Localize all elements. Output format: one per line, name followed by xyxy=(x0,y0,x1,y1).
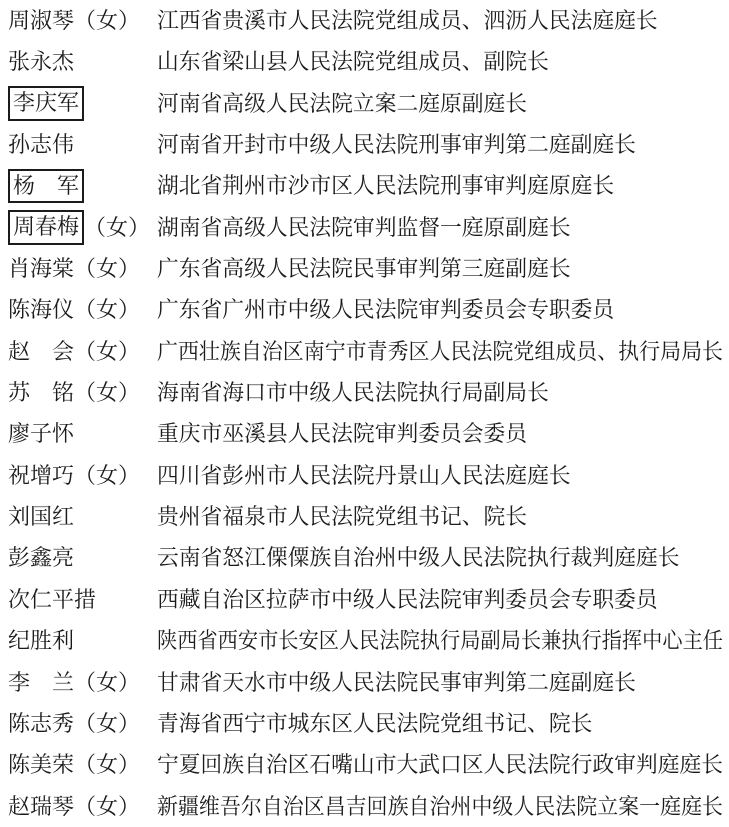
name-cell xyxy=(8,752,157,777)
list-item xyxy=(8,83,729,124)
person-position: 青海省西宁市城东区人民法院党组书记、院长 xyxy=(157,710,593,736)
name-cell xyxy=(8,169,157,203)
list-item xyxy=(8,537,729,578)
name-cell xyxy=(8,210,157,244)
person-position: 江西省贵溪市人民法院党组成员、泗沥人民法庭庭长 xyxy=(157,8,658,34)
person-position: 四川省彭州市人民法院丹景山人民法庭庭长 xyxy=(157,462,571,488)
name-cell xyxy=(8,711,157,736)
list-item xyxy=(8,124,729,165)
person-position: 山东省梁山县人民法院党组成员、副院长 xyxy=(157,49,549,75)
person-name: 张永杰 xyxy=(8,49,75,75)
name-cell xyxy=(8,587,157,612)
list-item xyxy=(8,41,729,82)
person-position: 贵州省福泉市人民法院党组书记、院长 xyxy=(157,504,528,530)
person-name: 赵瑞琴 xyxy=(8,793,75,819)
person-position: 甘肃省天水市中级人民法院民事审判第二庭副庭长 xyxy=(157,669,636,695)
name-cell xyxy=(8,256,157,281)
name-cell xyxy=(8,8,157,33)
female-label: （女） xyxy=(74,752,141,778)
person-position: 广东省广州市中级人民法院审判委员会专职委员 xyxy=(157,297,615,323)
list-item xyxy=(8,372,729,413)
female-label: （女） xyxy=(74,8,141,34)
person-name: 陈志秀 xyxy=(8,710,75,736)
person-position: 湖南省高级人民法院审判监督一庭原副庭长 xyxy=(157,214,571,240)
person-name: 杨 军 xyxy=(8,169,84,203)
list-item xyxy=(8,744,729,785)
list-item xyxy=(8,207,729,248)
list-item xyxy=(8,455,729,496)
name-cell xyxy=(8,132,157,157)
person-position: 云南省怒江傈僳族自治州中级人民法院执行裁判庭庭长 xyxy=(157,545,680,571)
person-position: 西藏自治区拉萨市中级人民法院审判委员会专职委员 xyxy=(157,586,658,612)
list-item xyxy=(8,496,729,537)
name-cell xyxy=(8,670,157,695)
list-item xyxy=(8,331,729,372)
list-item xyxy=(8,413,729,454)
person-name: 陈海仪 xyxy=(8,297,75,323)
person-position: 湖北省荆州市沙市区人民法院刑事审判庭原庭长 xyxy=(157,173,615,199)
female-label: （女） xyxy=(74,256,141,282)
person-name: 周春梅 xyxy=(8,210,84,244)
person-position: 海南省海口市中级人民法院执行局副局长 xyxy=(157,380,549,406)
person-name: 李 兰 xyxy=(8,669,75,695)
name-cell xyxy=(8,794,157,819)
name-cell xyxy=(8,86,157,120)
female-label: （女） xyxy=(74,297,141,323)
person-position: 广西壮族自治区南宁市青秀区人民法院党组成员、执行局局长 xyxy=(157,338,724,364)
person-name: 苏 铭 xyxy=(8,380,75,406)
list-item xyxy=(8,579,729,620)
person-position: 宁夏回族自治区石嘴山市大武口区人民法院行政审判庭庭长 xyxy=(157,752,724,778)
name-cell xyxy=(8,297,157,322)
female-label: （女） xyxy=(84,214,151,240)
person-position: 广东省高级人民法院民事审判第三庭副庭长 xyxy=(157,256,571,282)
person-position: 重庆市巫溪县人民法院审判委员会委员 xyxy=(157,421,528,447)
list-item xyxy=(8,620,729,661)
person-name: 赵 会 xyxy=(8,338,75,364)
person-name: 刘国红 xyxy=(8,504,75,530)
list-item xyxy=(8,0,729,41)
list-item xyxy=(8,289,729,330)
person-name: 纪胜利 xyxy=(8,628,75,654)
name-cell xyxy=(8,463,157,488)
person-name: 祝增巧 xyxy=(8,462,75,488)
female-label: （女） xyxy=(74,669,141,695)
name-cell xyxy=(8,49,157,74)
list-item xyxy=(8,662,729,703)
list-item xyxy=(8,703,729,744)
person-position: 河南省开封市中级人民法院刑事审判第二庭副庭长 xyxy=(157,132,636,158)
female-label: （女） xyxy=(74,462,141,488)
name-cell xyxy=(8,421,157,446)
person-name: 李庆军 xyxy=(8,86,84,120)
list-item xyxy=(8,786,729,827)
female-label: （女） xyxy=(74,380,141,406)
list-item xyxy=(8,248,729,289)
name-cell xyxy=(8,628,157,653)
name-cell xyxy=(8,545,157,570)
female-label: （女） xyxy=(74,710,141,736)
person-name: 彭鑫亮 xyxy=(8,545,75,571)
name-cell xyxy=(8,339,157,364)
name-cell xyxy=(8,504,157,529)
list-item xyxy=(8,165,729,206)
person-name: 廖子怀 xyxy=(8,421,75,447)
female-label: （女） xyxy=(74,338,141,364)
person-name: 周淑琴 xyxy=(8,8,75,34)
person-name: 肖海棠 xyxy=(8,256,75,282)
person-name: 次仁平措 xyxy=(8,586,97,612)
person-position: 河南省高级人民法院立案二庭原副庭长 xyxy=(157,90,528,116)
person-position: 新疆维吾尔自治区昌吉回族自治州中级人民法院立案一庭庭长 xyxy=(157,793,724,819)
person-name: 陈美荣 xyxy=(8,752,75,778)
name-cell xyxy=(8,380,157,405)
female-label: （女） xyxy=(74,793,141,819)
person-name: 孙志伟 xyxy=(8,132,75,158)
person-position: 陕西省西安市长安区人民法院执行局副局长兼执行指挥中心主任 xyxy=(157,628,724,654)
